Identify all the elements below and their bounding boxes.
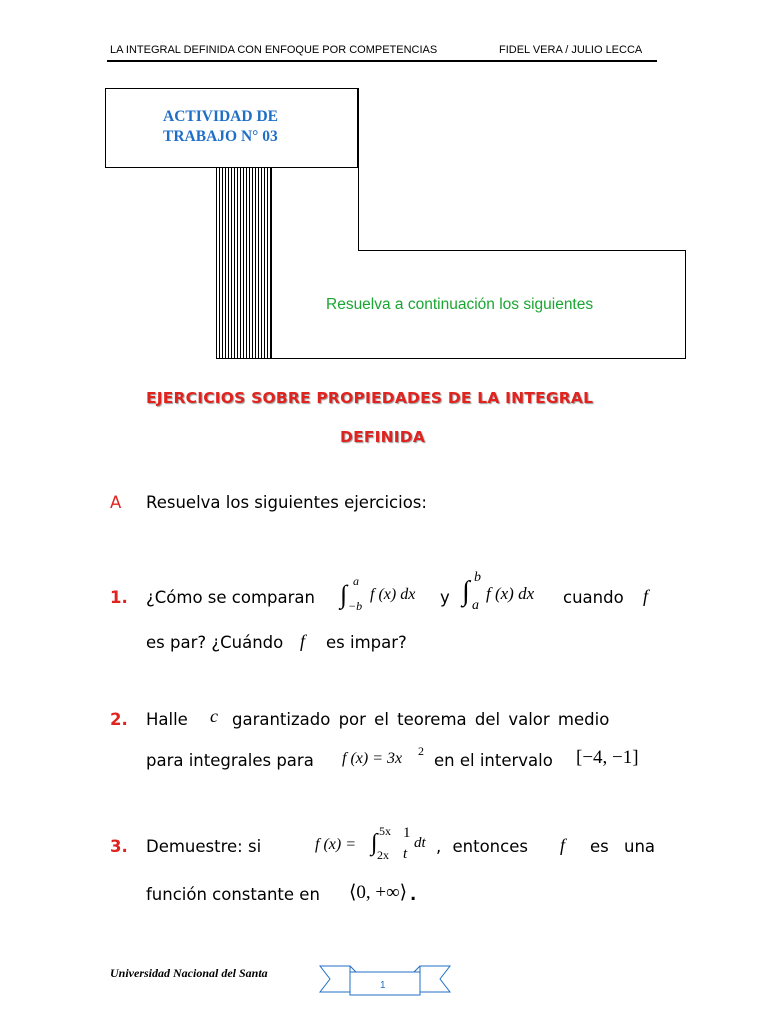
exercise-3-text-entonces: , entonces — [436, 837, 528, 856]
math-f: f — [560, 835, 566, 855]
activity-title-line2: TRABAJO N° 03 — [163, 128, 278, 145]
header-rule — [107, 60, 657, 62]
activity-title — [163, 107, 278, 147]
exercise-1-text-cuando: cuando — [563, 588, 624, 607]
header-title: LA INTEGRAL DEFINIDA CON ENFOQUE POR COMPETENCIAS — [110, 44, 438, 56]
integral-2 — [462, 572, 562, 616]
math-f: f — [300, 631, 306, 651]
instruction-text: Resuelva a continuación los siguientes — [326, 296, 594, 313]
header-authors: FIDEL VERA / JULIO LECCA — [499, 44, 643, 56]
striped-column — [216, 168, 271, 359]
function-integral — [315, 822, 440, 868]
section-title-line2: DEFINIDA — [340, 428, 426, 446]
exercise-3-text-funcion: función constante en — [146, 885, 320, 904]
exercise-2-text-halle: Halle — [146, 710, 188, 729]
function-def-main: f (x) = 3x — [342, 750, 403, 767]
fraction-denominator: t — [403, 846, 408, 862]
exercise-3-text-es-una: es una — [590, 837, 656, 856]
exercise-2-text-para: para integrales para — [146, 751, 314, 770]
activity-connector — [358, 88, 359, 251]
part-letter: A — [110, 493, 122, 512]
differential: dt — [414, 835, 426, 851]
integrand: f (x) dx — [486, 584, 535, 603]
exercise-1-text-impar: es impar? — [326, 633, 407, 652]
integral-1 — [340, 576, 440, 616]
integral-sign: ∫ — [462, 576, 470, 607]
page-number: 1 — [380, 980, 386, 991]
function-integral-lhs: f (x) = — [315, 836, 356, 853]
integral-upper: 5x — [379, 824, 391, 838]
integrand: f (x) dx — [370, 586, 416, 603]
integral-sign: ∫ — [371, 830, 378, 856]
footer-university: Universidad Nacional del Santa — [110, 966, 268, 980]
integral-upper: a — [353, 574, 359, 588]
interval-open: ⟨0, +∞⟩ — [349, 882, 408, 903]
activity-title-line1: ACTIVIDAD DE — [163, 108, 278, 125]
exercise-1-text-a: ¿Cómo se comparan — [146, 588, 315, 607]
exercise-1-text-par: es par? ¿Cuándo — [146, 633, 284, 652]
exercise-2-text-garantizado: garantizado por el teorema del valor medio — [232, 710, 610, 729]
section-title-line1: EJERCICIOS SOBRE PROPIEDADES DE LA INTEGRAL — [146, 389, 594, 407]
integral-upper: b — [474, 570, 481, 585]
math-f: f — [643, 586, 649, 606]
math-c: c — [210, 706, 218, 726]
integral-sign: ∫ — [340, 580, 348, 609]
exercise-3-text-demuestre: Demuestre: si — [146, 837, 262, 856]
function-def-exponent: 2 — [418, 744, 424, 758]
exercise-2-text-intervalo: en el intervalo — [434, 751, 553, 770]
integral-lower: −b — [348, 599, 363, 613]
exercise-1-text-y: y — [440, 588, 450, 607]
exercise-2-number: 2. — [110, 710, 128, 729]
integral-lower: a — [472, 598, 479, 613]
part-text: Resuelva los siguientes ejercicios: — [146, 493, 427, 512]
fraction-numerator: 1 — [403, 825, 411, 841]
striped-column-edge — [271, 168, 272, 359]
exercise-3-text-period: . — [410, 885, 417, 904]
function-def — [342, 744, 432, 774]
exercise-3-number: 3. — [110, 837, 128, 856]
exercise-1-number: 1. — [110, 588, 128, 607]
striped-column-base — [216, 358, 686, 359]
integral-lower: 2x — [377, 848, 389, 862]
interval-closed: [−4, −1] — [576, 747, 639, 768]
